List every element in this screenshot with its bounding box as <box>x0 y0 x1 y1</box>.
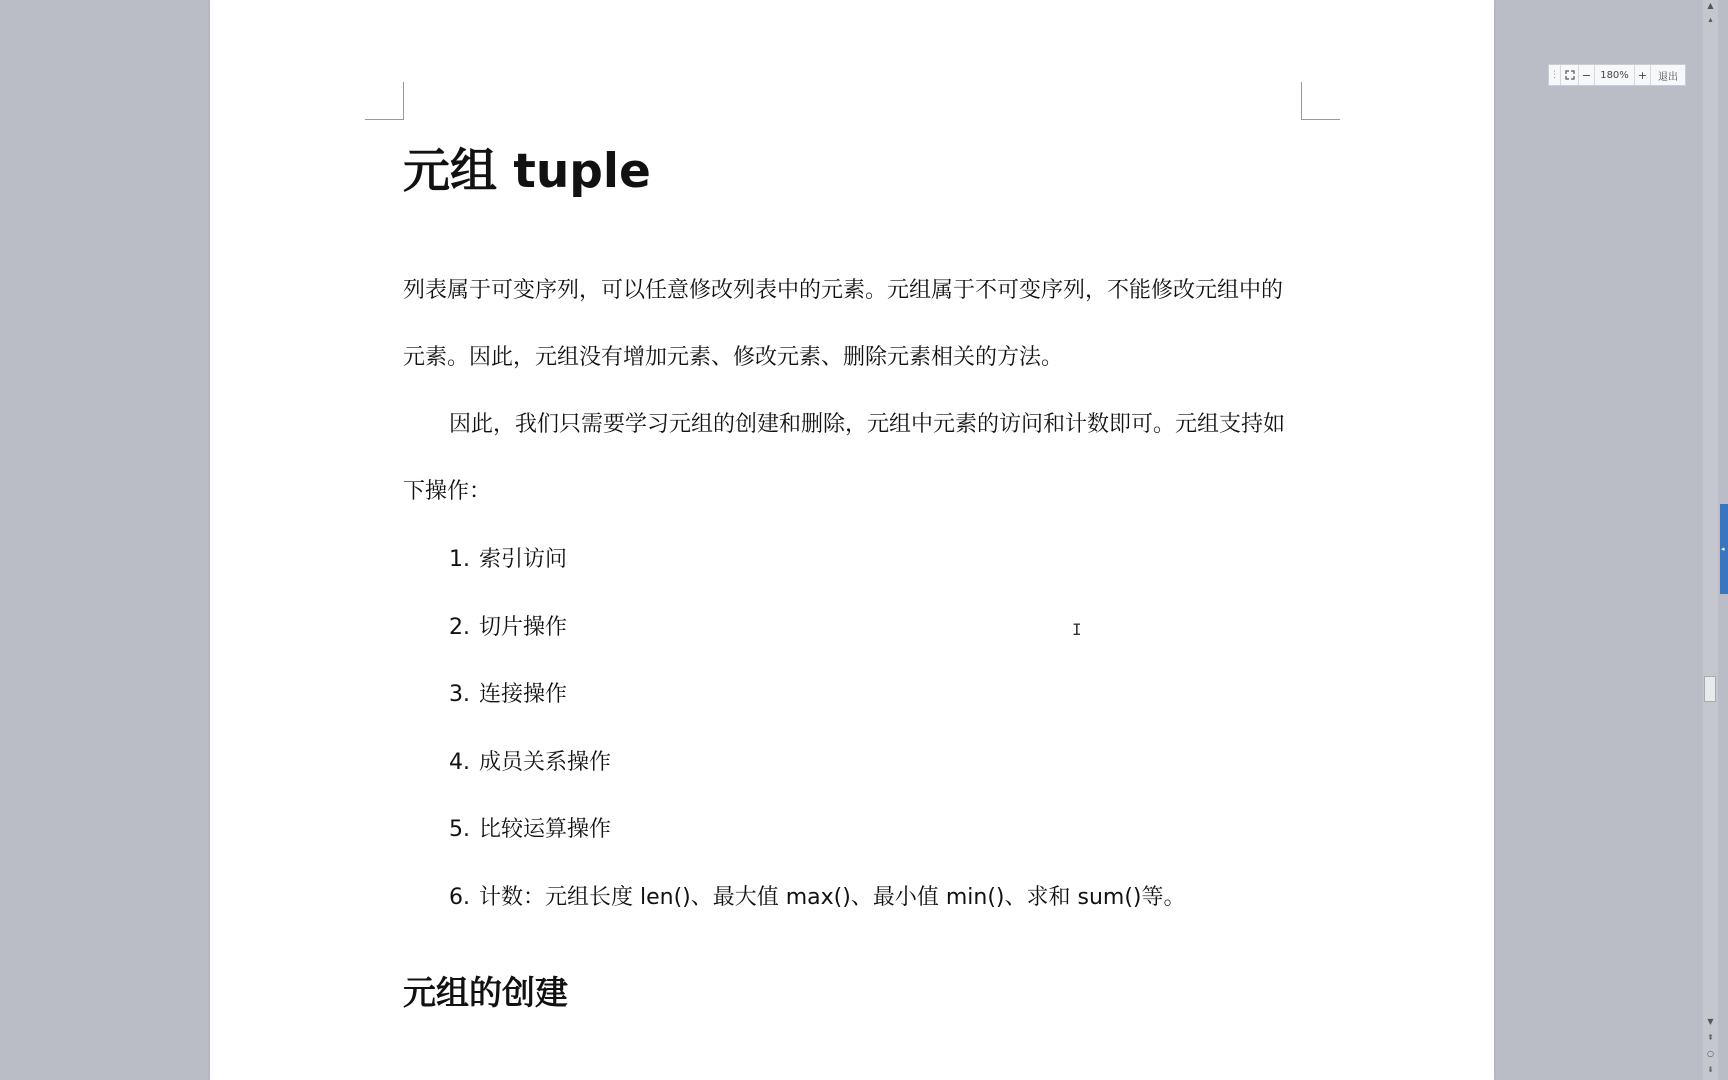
list-item <box>403 526 1303 594</box>
document-title: 元组 tuple <box>403 144 651 199</box>
list-text: 切片操作 <box>479 614 568 640</box>
list-item <box>403 796 1303 864</box>
drag-grip-icon[interactable]: ⋮ <box>1549 65 1561 85</box>
margin-corner-top-right-h <box>1301 119 1340 120</box>
document-page[interactable] <box>210 0 1494 1080</box>
zoom-out-button[interactable]: − <box>1579 65 1595 85</box>
margin-corner-top-left-h <box>365 119 404 120</box>
list-text: 连接操作 <box>479 682 568 707</box>
list-number: 4. <box>449 749 470 775</box>
margin-corner-top-right <box>1301 82 1302 120</box>
text-cursor-icon: I <box>1072 620 1082 639</box>
previous-page-icon[interactable]: ⇞ <box>1707 1033 1714 1042</box>
paragraph-1: 列表属于可变序列，可以任意修改列表中的元素。元组属于不可变序列，不能修改元组中的元素。因此，元组没有增加元素、修改元素、删除元素相关的方法。 <box>403 278 1284 370</box>
list-item <box>403 864 1303 932</box>
list-text: 索引访问 <box>479 547 568 572</box>
list-number: 6. <box>449 884 470 910</box>
scrollbar-thumb[interactable] <box>1704 676 1716 702</box>
list-number: 1. <box>449 547 470 572</box>
fit-screen-icon[interactable] <box>1561 65 1579 85</box>
section-heading: 元组的创建 <box>403 973 568 1012</box>
vertical-scrollbar[interactable] <box>1703 0 1718 1080</box>
list-number: 5. <box>449 817 470 842</box>
list-item <box>403 594 1303 662</box>
list-text: 成员关系操作 <box>479 749 612 775</box>
list-text: 计数：元组长度 len()、最大值 max()、最小值 min()、求和 sum()等。 <box>479 884 1186 910</box>
page-up-icon[interactable]: ▴ <box>1708 15 1713 24</box>
chevron-left-icon: ◂ <box>1721 545 1725 553</box>
scroll-up-icon[interactable]: ▲ <box>1707 1 1714 10</box>
margin-corner-top-left <box>403 82 404 120</box>
select-browse-icon[interactable]: ○ <box>1707 1049 1714 1058</box>
zoom-toolbar <box>1548 64 1686 86</box>
zoom-in-button[interactable]: + <box>1635 65 1651 85</box>
scroll-down-icon[interactable]: ▼ <box>1707 1017 1714 1026</box>
zoom-level[interactable]: 180% <box>1595 65 1635 85</box>
list-item <box>403 661 1303 729</box>
list-number: 2. <box>449 614 470 640</box>
list-text: 比较运算操作 <box>479 817 612 842</box>
list-number: 3. <box>449 682 470 707</box>
exit-button[interactable]: 退出 <box>1658 71 1678 83</box>
list-item <box>403 729 1303 797</box>
paragraph-2: 因此，我们只需要学习元组的创建和删除，元组中元素的访问和计数即可。元组支持如下操作： <box>403 412 1286 504</box>
next-page-icon[interactable]: ⇟ <box>1707 1065 1714 1074</box>
operations-list <box>403 526 1303 931</box>
